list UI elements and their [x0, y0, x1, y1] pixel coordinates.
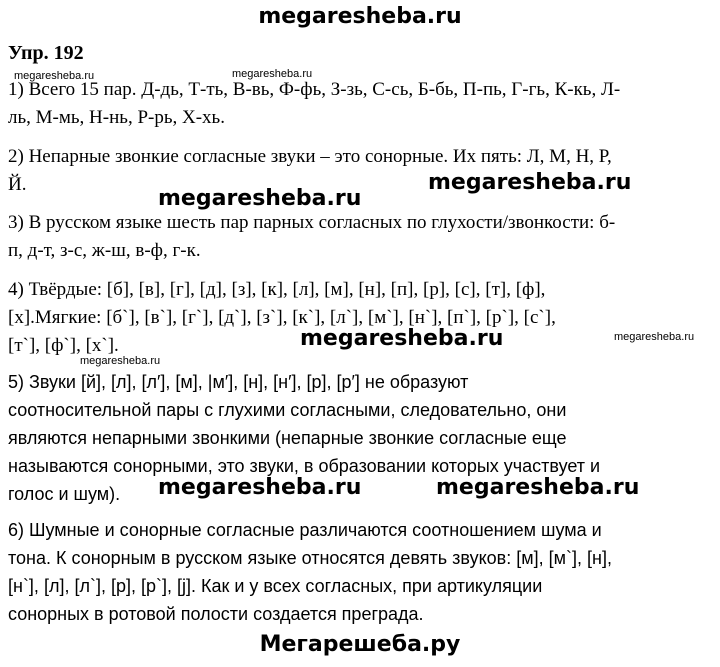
watermark-small: megaresheba.ru [80, 355, 161, 367]
watermark-large: megaresheba.ru [436, 475, 640, 500]
site-footer: Мегарешеба.ру [259, 632, 461, 657]
paragraph-4: 4) Твёрдые: [б], [в], [г], [д], [з], [к], [л], [м], [н], [п], [р], [с], [т], [ф], [х].Мягкие: [б`], [в`], [г`], [д`], [з`], [к`], [л`], [м`], [н`], [п`], [р`], [с`], [т`], [ф`], [х`]. [8, 279, 556, 356]
paragraph-6: 6) Шумные и сонорные согласные различаются соотношением шума и тона. К сонорным в русском языке относятся девять звуков: [м], [м`], [н], [н`], [л], [л`], [р], [р`], [j]. Как и у всех согласных, при артикуляции сонорных в ротовой полости создается преграда. [8, 520, 612, 624]
paragraph-1: 1) Всего 15 пар. Д-дь, Т-ть, В-вь, Ф-фь, З-зь, С-сь, Б-бь, П-пь, Г-гь, К-кь, Л- ль, М-мь, Н-нь, Р-рь, Х-хь. [8, 79, 621, 128]
watermark-small: megaresheba.ru [232, 68, 313, 80]
watermark-large: megaresheba.ru [300, 326, 504, 351]
paragraph-2: 2) Непарные звонкие согласные звуки – это сонорные. Их пять: Л, М, Н, Р, Й. [8, 146, 612, 195]
watermark-small: megaresheba.ru [14, 70, 95, 82]
exercise-title: Упр. 192 [8, 42, 84, 64]
watermark-large: megaresheba.ru [428, 170, 632, 195]
watermark-small: megaresheba.ru [614, 331, 695, 343]
paragraph-3: 3) В русском языке шесть пар парных согласных по глухости/звонкости: б- п, д-т, з-с, ж-ш, в-ф, г-к. [8, 212, 616, 261]
watermark-large: megaresheba.ru [158, 186, 362, 211]
paragraph-5: 5) Звуки [й], [л], [л′], [м], |м′], [н], [н′], [р], [р′] не образуют соотносительной пары с глухими согласными, следовательно, они являются непарными звонкими (непарные звонкие согласные еще называются сонорными, это звуки, в образовании которых участвует и голос и шум). [8, 372, 601, 504]
watermark-large: megaresheba.ru [158, 475, 362, 500]
site-header: megaresheba.ru [258, 4, 462, 29]
